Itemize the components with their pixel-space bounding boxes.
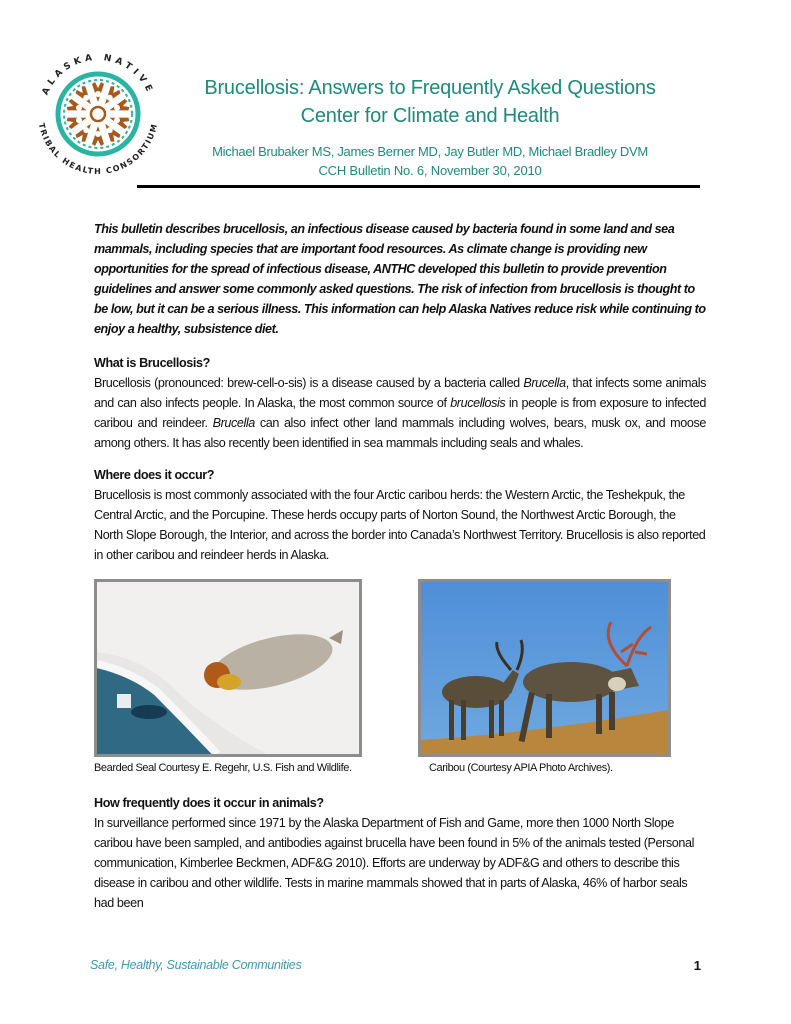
figures-row [94, 579, 706, 787]
caribou-figure [418, 579, 688, 776]
section-frequency [94, 793, 706, 913]
seal-photo [94, 579, 362, 757]
logo-figure [66, 112, 89, 130]
logo-figure [92, 82, 104, 102]
caribou-photo-caption: Caribou (Courtesy APIA Photo Archives). [429, 762, 613, 774]
text-run: in people is from exposure to infected caribou and reindeer. [94, 396, 706, 430]
text-run: , that infects some animals and can also infects people. In Alaska, the most common source of [94, 376, 706, 410]
section-heading: What is Brucellosis? [94, 356, 210, 370]
page-number: 1 [693, 958, 701, 973]
section-heading: How frequently does it occur in animals? [94, 796, 324, 810]
section-body: In surveillance performed since 1971 by the Alaska Department of Fish and Game, more then 1000 North Slope caribou have been sampled, and antibodies against brucella have been found in 5% of the animals tested (Personal communication, Kimberlee Beckmen, ADF&G 2010). Efforts are underway by ADF&G and others to describe this disease in caribou and other wildlife. Tests in marine mammals showed that in parts of Alaska, 46% of harbor seals had been [94, 816, 695, 910]
section-body [94, 373, 706, 453]
header-divider [137, 185, 700, 188]
section-heading: Where does it occur? [94, 468, 215, 482]
caribou-photo [418, 579, 671, 757]
text-run: Brucellosis (pronounced: brew-cell-o-sis) is a disease caused by a bacteria called [94, 376, 524, 390]
page-content [94, 219, 706, 913]
italic-term: brucellosis [450, 396, 506, 410]
section-body: Brucellosis is most commonly associated with the four Arctic caribou herds: the Western Arctic, the Teshekpuk, the Central Arctic, and the Porcupine. These herds occupy parts of Norton Sound, the Northwest Arctic Borough, the North Slope Borough, the Interior, and across the border into Canada’s Northwest Territory. Brucellosis is also reported in other caribou and reindeer herds in Alaska. [94, 488, 706, 562]
footer [90, 958, 701, 978]
italic-term: Brucella [212, 416, 255, 430]
header [140, 74, 720, 180]
intro-paragraph: This bulletin describes brucellosis, an infectious disease caused by bacteria found in some land and sea mammals, including species that are important food resources. As climate change is providing new opportunities for the spread of infectious disease, ANTHC developed this bulletin to provide prevention guidelines and answer some commonly asked questions. The risk of infection from brucellosis is thought to be low, but it can be a serious illness. This information can help Alaska Natives reduce risk while continuing to enjoy a healthy, subsistence diet. [94, 222, 706, 336]
logo-figure [66, 98, 89, 116]
seal-figure [94, 579, 384, 776]
page-title: Brucellosis: Answers to Frequently Asked Questions [204, 77, 656, 99]
italic-term: Brucella [523, 376, 566, 390]
footer-tagline: Safe, Healthy, Sustainable Communities [90, 958, 302, 972]
seal-photo-caption: Bearded Seal Courtesy E. Regehr, U.S. Fish and Wildlife. [94, 762, 352, 774]
text-run: can also infect other land mammals including wolves, bears, musk ox, and moose among others. It has also recently been identified in sea mammals including seals and whales. [94, 416, 706, 450]
logo-figure [108, 98, 131, 116]
authors: Michael Brubaker MS, James Berner MD, Jay Butler MD, Michael Bradley DVM [212, 144, 648, 159]
section-where [94, 465, 706, 565]
logo-text-top: ALASKA NATIVE [40, 52, 156, 97]
page-subtitle: Center for Climate and Health [300, 105, 560, 127]
logo-figure [92, 126, 104, 146]
logo-figure [108, 112, 131, 130]
bulletin-info: CCH Bulletin No. 6, November 30, 2010 [318, 163, 542, 178]
section-what-is [94, 353, 706, 453]
logo-text-bottom: TRIBAL HEALTH CONSORTIUM [36, 122, 160, 177]
